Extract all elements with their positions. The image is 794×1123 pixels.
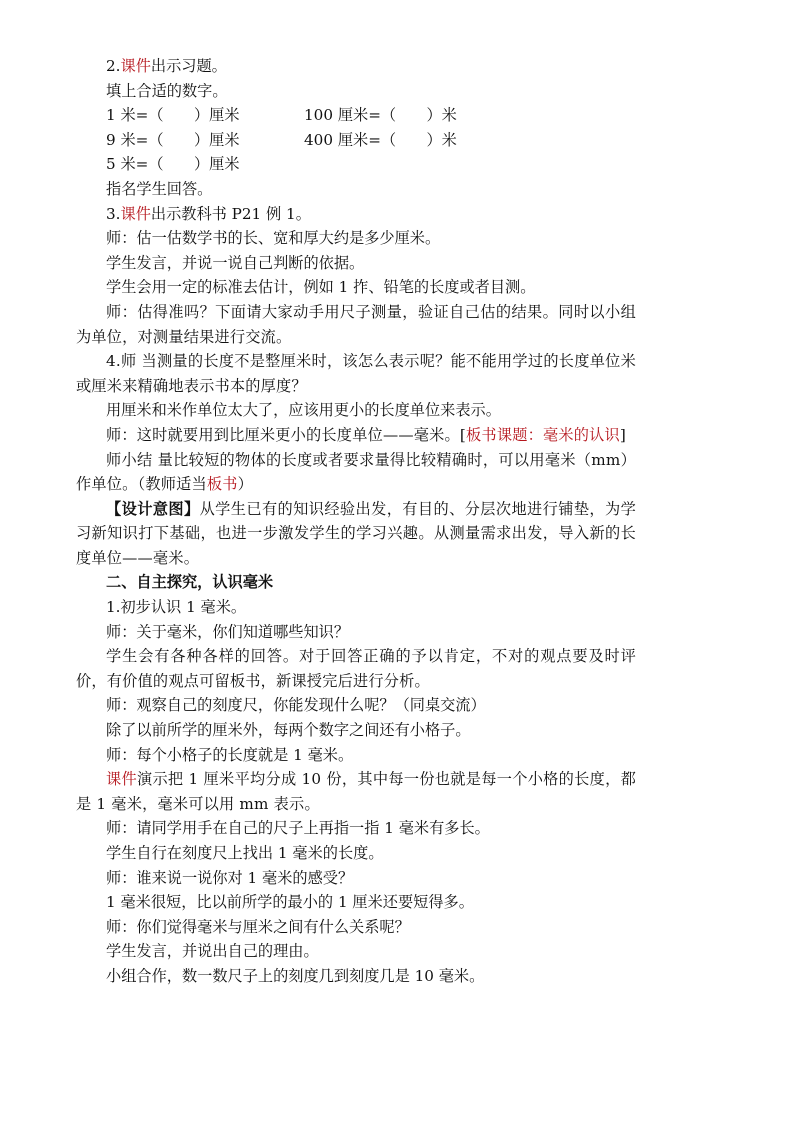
step-text: 出示习题。: [150, 57, 227, 75]
exercise-row-1: [76, 103, 636, 128]
design-intent-label: 【设计意图】: [106, 499, 200, 518]
paragraph-line: 学生会用一定的标准去估计，例如 1 拃、铅笔的长度或者目测。: [106, 278, 536, 297]
courseware-keyword: 课件: [106, 770, 137, 789]
lesson-plan-body: [76, 54, 636, 989]
paragraph-text: 师：这时就要用到比厘米更小的长度单位——毫米。[: [106, 425, 467, 444]
paragraph: [76, 423, 636, 448]
paragraph-text: 演示把 1 厘米平均分成 10 份，其中每一份也就是每一个小格的长度，都是 1 毫米，毫米可以用 mm 表示。: [76, 770, 636, 813]
paragraph-line: 师：每个小格子的长度就是 1 毫米。: [106, 745, 354, 764]
paragraph-line: 除了以前所学的厘米外，每两个数字之间还有小格子。: [106, 721, 471, 740]
paragraph-text: ）: [237, 475, 254, 494]
exercise-item: 5 米=（ ）厘米: [106, 155, 240, 174]
exercise-row-3: [76, 152, 636, 177]
paragraph-line: 师：估一估数学书的长、宽和厚大约是多少厘米。: [106, 229, 441, 248]
exercise-item: 100 厘米=（ ）米: [304, 106, 457, 125]
board-title-keyword: 板书课题：毫米的认识: [466, 425, 620, 444]
exercise-item: 9 米=（ ）厘米: [106, 130, 240, 149]
step-2-line: [76, 54, 636, 79]
paragraph: [76, 448, 636, 497]
paragraph-line: 用厘米和米作单位太大了，应该用更小的长度单位来表示。: [106, 401, 501, 420]
step-text: 出示教科书 P21 例 1。: [150, 204, 311, 223]
paragraph-line: 师：请同学用手在自己的尺子上再指一指 1 毫米有多长。: [106, 819, 490, 838]
paragraph-text: 师小结 量比较短的物体的长度或者要求量得比较精确时，可以用毫米（mm）作单位。（教师适当: [76, 450, 636, 494]
paragraph-line: 指名学生回答。: [106, 179, 213, 198]
paragraph-line: 师：你们觉得毫米与厘米之间有什么关系呢？: [106, 917, 410, 936]
paragraph-line: 学生自行在刻度尺上找出 1 毫米的长度。: [106, 844, 384, 862]
step-3-line: [76, 202, 636, 227]
courseware-keyword: 课件: [120, 57, 151, 75]
paragraph-line: 小组合作，数一数尺子上的刻度几到刻度几是 10 毫米。: [106, 966, 485, 985]
courseware-keyword: 课件: [120, 204, 151, 223]
paragraph: 学生会有各种各样的回答。对于回答正确的予以肯定，不对的观点要及时评价，有价值的观点可留板书，新课授完后进行分析。: [76, 647, 636, 690]
step-number: 3.: [106, 204, 121, 223]
section-heading: 二、自主探究，认识毫米: [106, 573, 274, 592]
step-number: 2.: [106, 57, 121, 75]
paragraph: [76, 767, 636, 816]
exercise-row-2: [76, 128, 636, 153]
paragraph-line: 1 毫米很短，比以前所学的最小的 1 厘米还要短得多。: [106, 893, 474, 912]
paragraph: 师：估得准吗？下面请大家动手用尺子测量，验证自己估的结果。同时以小组为单位，对测量结果进行交流。: [76, 302, 636, 346]
paragraph-line: 1.初步认识 1 毫米。: [106, 598, 247, 617]
design-intent-paragraph: [76, 497, 636, 571]
paragraph-line: 师：观察自己的刻度尺，你能发现什么呢？（同桌交流）: [106, 696, 486, 715]
exercise-item: 1 米=（ ）厘米: [106, 106, 240, 125]
paragraph-text: 从学生已有的知识经验出发，有目的、分层次地进行铺垫，为学习新知识打下基础，也进一步激发学生的学习兴趣。从测量需求出发，导入新的长度单位——毫米。: [76, 499, 637, 567]
paragraph-line: 师：谁来说一说你对 1 毫米的感受？: [106, 868, 354, 887]
fill-instruction: 填上合适的数字。: [106, 81, 228, 100]
paragraph-line: 师：关于毫米，你们知道哪些知识？: [106, 622, 349, 641]
paragraph-line: 学生发言，并说一说自己判断的依据。: [106, 253, 365, 272]
exercise-item: 400 厘米=（ ）米: [304, 130, 457, 149]
paragraph-line: 学生发言，并说出自己的理由。: [106, 942, 319, 961]
paragraph-text: ]: [619, 425, 627, 444]
paragraph: 4.师 当测量的长度不是整厘米时，该怎么表示呢？能不能用学过的长度单位米或厘米来精确地表示书本的厚度？: [76, 352, 636, 395]
board-keyword: 板书: [206, 475, 238, 494]
